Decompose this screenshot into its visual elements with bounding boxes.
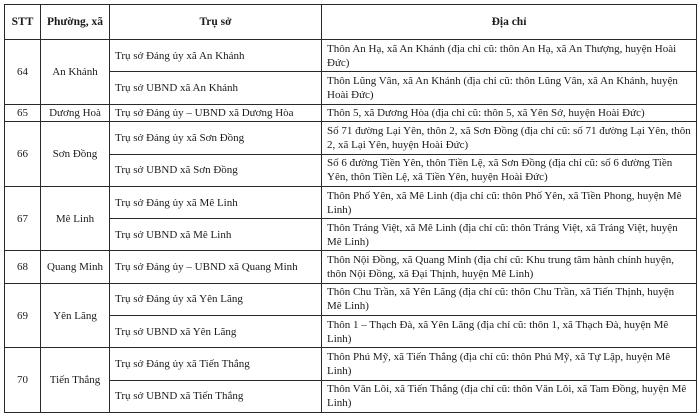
table-header: [5, 5, 697, 40]
row-office: Trụ sở UBND xã Tiến Thắng: [110, 380, 322, 412]
row-stt: 64: [5, 40, 41, 105]
row-stt: 68: [5, 251, 41, 283]
header-ward: Phường, xã: [41, 5, 110, 40]
header-stt: STT: [5, 5, 41, 40]
table-row: [5, 122, 697, 154]
row-office: Trụ sở UBND xã An Khánh: [110, 72, 322, 104]
row-address: Thôn 5, xã Dương Hòa (địa chỉ cũ: thôn 5, xã Yên Sở, huyện Hoài Đức): [322, 104, 697, 122]
row-office: Trụ sở UBND xã Sơn Đồng: [110, 154, 322, 186]
row-office: Trụ sở Đảng ủy xã Mê Linh: [110, 186, 322, 218]
row-office: Trụ sở UBND xã Yên Lãng: [110, 316, 322, 348]
row-address: Thôn Lũng Vân, xã An Khánh (địa chỉ cũ: thôn Lũng Vân, xã An Khánh, huyện Hoài Đức): [322, 72, 697, 104]
row-stt: 70: [5, 348, 41, 413]
row-ward: Yên Lãng: [41, 283, 110, 348]
row-ward: Tiến Thắng: [41, 348, 110, 413]
row-stt: 65: [5, 104, 41, 122]
table-row: [5, 251, 697, 283]
row-ward: Sơn Đồng: [41, 122, 110, 187]
row-office: Trụ sở UBND xã Mê Linh: [110, 219, 322, 251]
table-row: [5, 283, 697, 315]
table-row: [5, 186, 697, 218]
table-row: [5, 104, 697, 122]
row-office: Trụ sở Đảng ủy xã Sơn Đồng: [110, 122, 322, 154]
row-office: Trụ sở Đảng ủy xã Yên Lãng: [110, 283, 322, 315]
row-address: Thôn An Hạ, xã An Khánh (địa chỉ cũ: thôn An Hạ, xã An Thượng, huyện Hoài Đức): [322, 40, 697, 72]
row-office: Trụ sở Đảng ủy – UBND xã Quang Minh: [110, 251, 322, 283]
table-body: [5, 40, 697, 413]
row-office: Trụ sở Đảng ủy – UBND xã Dương Hòa: [110, 104, 322, 122]
row-address: Thôn Tráng Việt, xã Mê Linh (địa chỉ cũ: thôn Tráng Việt, xã Tráng Việt, huyện Mê Linh): [322, 219, 697, 251]
row-ward: Quang Minh: [41, 251, 110, 283]
row-ward: Mê Linh: [41, 186, 110, 251]
row-ward: An Khánh: [41, 40, 110, 105]
row-address: Thôn Phố Yên, xã Mê Linh (địa chỉ cũ: thôn Phố Yên, xã Tiền Phong, huyện Mê Linh): [322, 186, 697, 218]
row-office: Trụ sở Đảng ủy xã Tiến Thắng: [110, 348, 322, 380]
row-address: Thôn Văn Lôi, xã Tiến Thắng (địa chỉ cũ: thôn Văn Lôi, xã Tam Đồng, huyện Mê Linh): [322, 380, 697, 412]
row-address: Thôn Nội Đồng, xã Quang Minh (địa chỉ cũ: Khu trung tâm hành chính huyện, thôn Nội Đồng, xã Đại Thịnh, huyện Mê Linh): [322, 251, 697, 283]
table-row: [5, 40, 697, 72]
row-stt: 67: [5, 186, 41, 251]
row-office: Trụ sở Đảng ủy xã An Khánh: [110, 40, 322, 72]
row-ward: Dương Hoà: [41, 104, 110, 122]
row-stt: 69: [5, 283, 41, 348]
row-address: Thôn 1 – Thạch Đà, xã Yên Lãng (địa chỉ cũ: thôn 1, xã Thạch Đà, huyện Mê Linh): [322, 316, 697, 348]
header-office: Trụ sở: [110, 5, 322, 40]
row-address: Số 6 đường Tiền Yên, thôn Tiền Lệ, xã Sơn Đồng (địa chỉ cũ: số 6 đường Tiền Yên, thôn Tiền Lệ, xã Tiền Yên, huyện Hoài Đức): [322, 154, 697, 186]
row-address: Thôn Chu Trần, xã Yên Lãng (địa chỉ cũ: thôn Chu Trần, xã Tiến Thịnh, huyện Mê Linh): [322, 283, 697, 315]
address-table: [4, 4, 697, 413]
table-row: [5, 348, 697, 380]
row-stt: 66: [5, 122, 41, 187]
header-address: Địa chỉ: [322, 5, 697, 40]
row-address: Thôn Phú Mỹ, xã Tiến Thắng (địa chỉ cũ: thôn Phú Mỹ, xã Tự Lập, huyện Mê Linh): [322, 348, 697, 380]
header-row: [5, 5, 697, 40]
row-address: Số 71 đường Lại Yên, thôn 2, xã Sơn Đồng (địa chỉ cũ: số 71 đường Lại Yên, thôn 2, xã Lại Yên, huyện Hoài Đức): [322, 122, 697, 154]
